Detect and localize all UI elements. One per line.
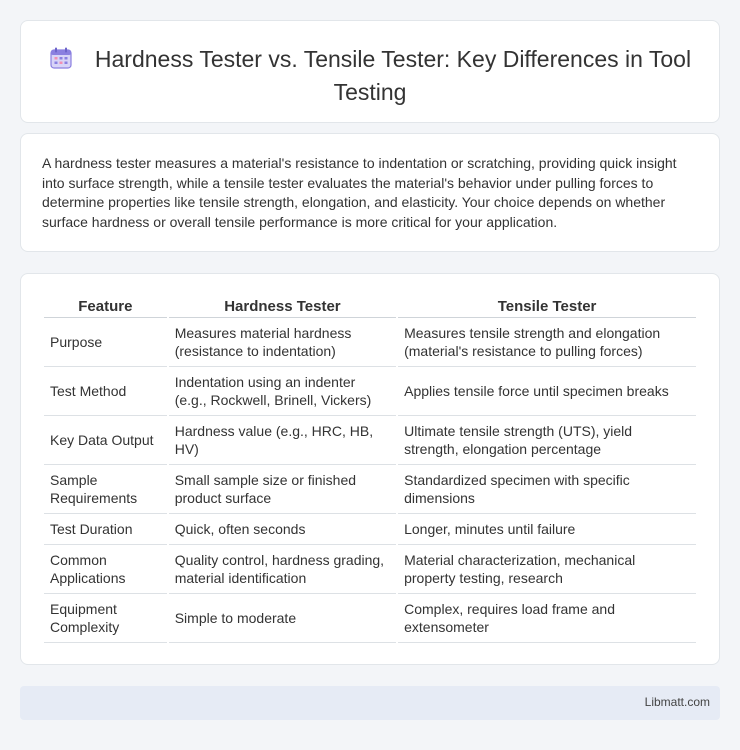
row-hardness: Simple to moderate — [169, 594, 396, 643]
row-feature: Test Duration — [44, 514, 167, 545]
row-hardness: Small sample size or finished product surface — [169, 465, 396, 514]
table-header-row — [44, 296, 696, 318]
table-row — [44, 318, 696, 367]
row-feature: Test Method — [44, 367, 167, 416]
page-title: Hardness Tester vs. Tensile Tester: Key Differences in Tool Testing — [94, 46, 692, 105]
row-tensile: Longer, minutes until failure — [398, 514, 696, 545]
calendar-icon — [49, 46, 73, 77]
row-tensile: Standardized specimen with specific dimensions — [398, 465, 696, 514]
comparison-table — [42, 296, 698, 643]
row-hardness: Quick, often seconds — [169, 514, 396, 545]
table-row — [44, 416, 696, 465]
row-feature: Sample Requirements — [44, 465, 167, 514]
header-tensile-tester: Tensile Tester — [398, 296, 696, 318]
table-row — [44, 465, 696, 514]
row-tensile: Material characterization, mechanical property testing, research — [398, 545, 696, 594]
table-row — [44, 545, 696, 594]
title-block — [21, 44, 719, 107]
row-hardness: Measures material hardness (resistance to indentation) — [169, 318, 396, 367]
header-feature: Feature — [44, 296, 167, 318]
row-tensile: Measures tensile strength and elongation (material's resistance to pulling forces) — [398, 318, 696, 367]
row-feature: Common Applications — [44, 545, 167, 594]
row-feature: Equipment Complexity — [44, 594, 167, 643]
intro-card — [20, 133, 720, 252]
row-tensile: Applies tensile force until specimen breaks — [398, 367, 696, 416]
header-card — [20, 20, 720, 123]
row-hardness: Indentation using an indenter (e.g., Rockwell, Brinell, Vickers) — [169, 367, 396, 416]
header-hardness-tester: Hardness Tester — [169, 296, 396, 318]
footer-bar — [20, 686, 720, 720]
row-feature: Purpose — [44, 318, 167, 367]
footer-brand[interactable]: Libmatt.com — [644, 695, 710, 709]
table-row — [44, 367, 696, 416]
row-tensile: Complex, requires load frame and extensometer — [398, 594, 696, 643]
row-hardness: Quality control, hardness grading, material identification — [169, 545, 396, 594]
comparison-card — [20, 273, 720, 665]
table-row — [44, 514, 696, 545]
table-row — [44, 594, 696, 643]
intro-paragraph: A hardness tester measures a material's resistance to indentation or scratching, providing quick insight into surface strength, while a tensile tester evaluates the material's behavior under pulling forces to determine properties like tensile strength, elongation, and elasticity. Your choice depends on whether surface hardness or overall tensile performance is more critical for your application. — [42, 155, 677, 230]
row-tensile: Ultimate tensile strength (UTS), yield strength, elongation percentage — [398, 416, 696, 465]
row-feature: Key Data Output — [44, 416, 167, 465]
row-hardness: Hardness value (e.g., HRC, HB, HV) — [169, 416, 396, 465]
